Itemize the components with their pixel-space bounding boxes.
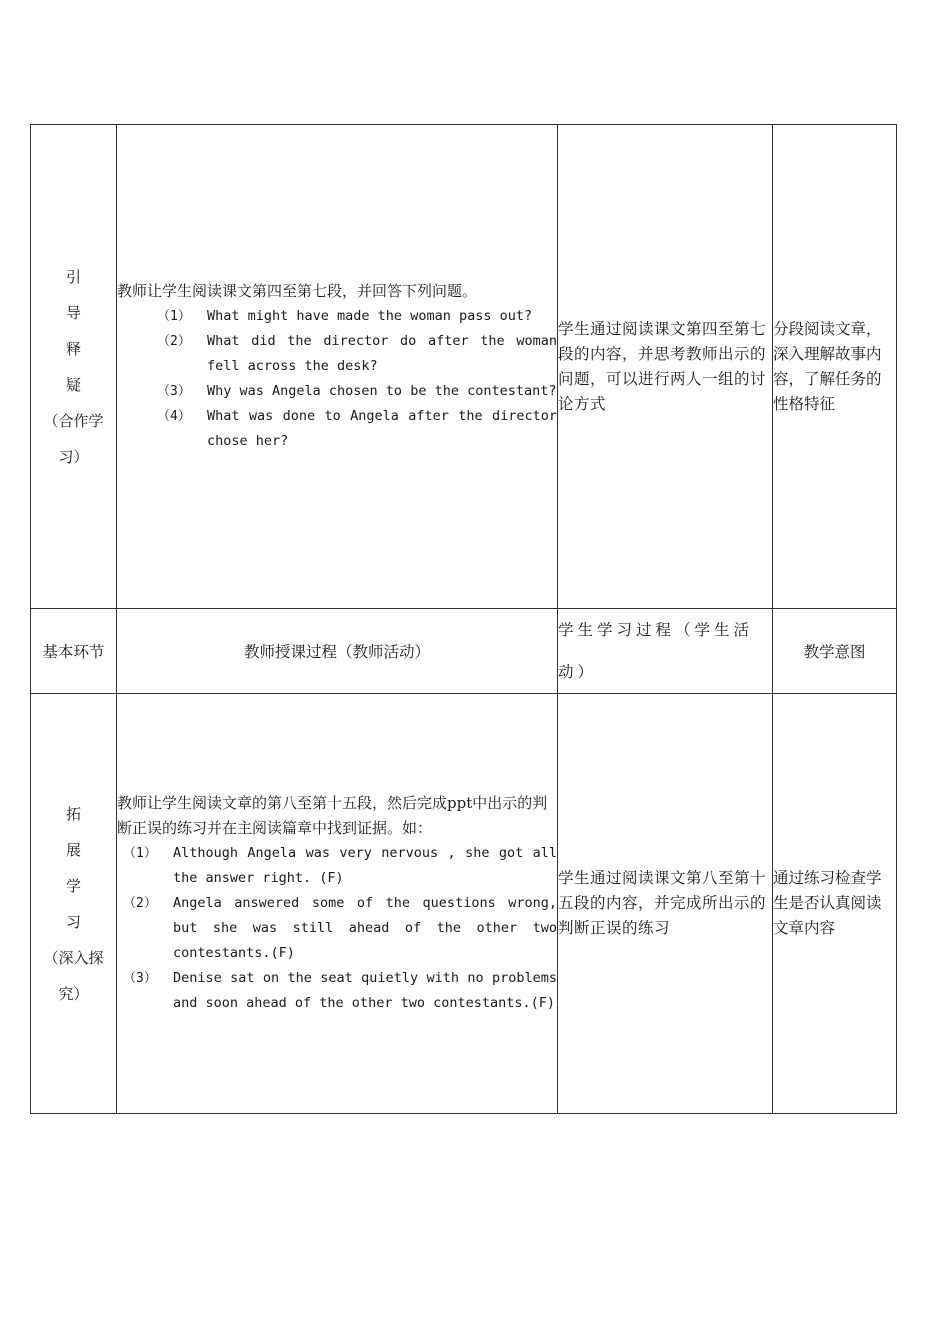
- question-text: What did the director do after the woman fell across the desk?: [207, 333, 557, 374]
- question-number: （2）: [157, 334, 191, 349]
- lesson-plan-table: [30, 124, 897, 1114]
- header-basic-stage: 基本环节: [31, 609, 117, 694]
- teacher-activity-cell: [117, 694, 558, 1114]
- teacher-instruction: 教师让学生阅读文章的第八至第十五段，然后完成ppt中出示的判断正误的练习并在主阅读篇章中找到证据。如：: [117, 794, 548, 837]
- statement-list: [117, 841, 557, 1016]
- section-label-line: 习: [65, 912, 81, 931]
- statement-number: （1）: [123, 846, 157, 861]
- teacher-activity-cell: [117, 125, 558, 609]
- section-label-line: 疑: [65, 375, 81, 394]
- section-label-extend: [31, 694, 117, 1114]
- teaching-intent-cell: 分段阅读文章，深入理解故事内容，了解任务的性格特征: [773, 125, 897, 609]
- statement-text: Denise sat on the seat quietly with no problems and soon ahead of the other two contestants.(F): [173, 970, 557, 1011]
- student-activity-cell: 学生通过阅读课文第八至第十五段的内容，并完成所出示的判断正误的练习: [558, 694, 773, 1114]
- question-text: What was done to Angela after the director chose her?: [207, 408, 557, 449]
- question-number: （4）: [157, 409, 191, 424]
- statement-number: （2）: [123, 896, 157, 911]
- section-label-line: 拓: [65, 804, 81, 823]
- question-number: （3）: [157, 384, 191, 399]
- section-label-line: 释: [65, 339, 81, 358]
- section-label-line: （深入探: [43, 948, 104, 967]
- question-text: Why was Angela chosen to be the contestant?: [207, 383, 557, 399]
- list-item: [117, 891, 557, 966]
- student-activity-cell: 学生通过阅读课文第四至第七段的内容，并思考教师出示的问题，可以进行两人一组的讨论方式: [558, 125, 773, 609]
- section-label-line: 学: [65, 876, 81, 895]
- list-item: [117, 329, 557, 379]
- section-label-line: 引: [65, 267, 81, 286]
- header-teaching-intent: 教学意图: [773, 609, 897, 694]
- question-text: What might have made the woman pass out?: [207, 308, 533, 324]
- question-number: （1）: [157, 309, 191, 324]
- section-label-guide: [31, 125, 117, 609]
- table-row: [31, 125, 897, 609]
- statement-text: Although Angela was very nervous , she got all the answer right. (F): [173, 845, 557, 886]
- statement-text: Angela answered some of the questions wrong, but she was still ahead of the other two contestants.(F): [173, 895, 557, 961]
- teacher-instruction: 教师让学生阅读课文第四至第七段，并回答下列问题。: [117, 282, 478, 300]
- list-item: [117, 404, 557, 454]
- list-item: [117, 304, 557, 329]
- list-item: [117, 966, 557, 1016]
- section-label-line: 导: [65, 303, 81, 322]
- teaching-intent-cell: 通过练习检查学生是否认真阅读文章内容: [773, 694, 897, 1114]
- section-label-line: 究）: [58, 984, 89, 1003]
- table-row: [31, 694, 897, 1114]
- statement-number: （3）: [123, 971, 157, 986]
- table-header-row: [31, 609, 897, 694]
- header-student-process: 学生学习过程（学生活动）: [558, 609, 773, 694]
- section-label-line: （合作学: [43, 411, 104, 430]
- section-label-line: 习）: [58, 447, 89, 466]
- list-item: [117, 379, 557, 404]
- header-teacher-process: 教师授课过程（教师活动）: [117, 609, 558, 694]
- section-label-line: 展: [65, 840, 81, 859]
- question-list: [117, 304, 557, 454]
- list-item: [117, 841, 557, 891]
